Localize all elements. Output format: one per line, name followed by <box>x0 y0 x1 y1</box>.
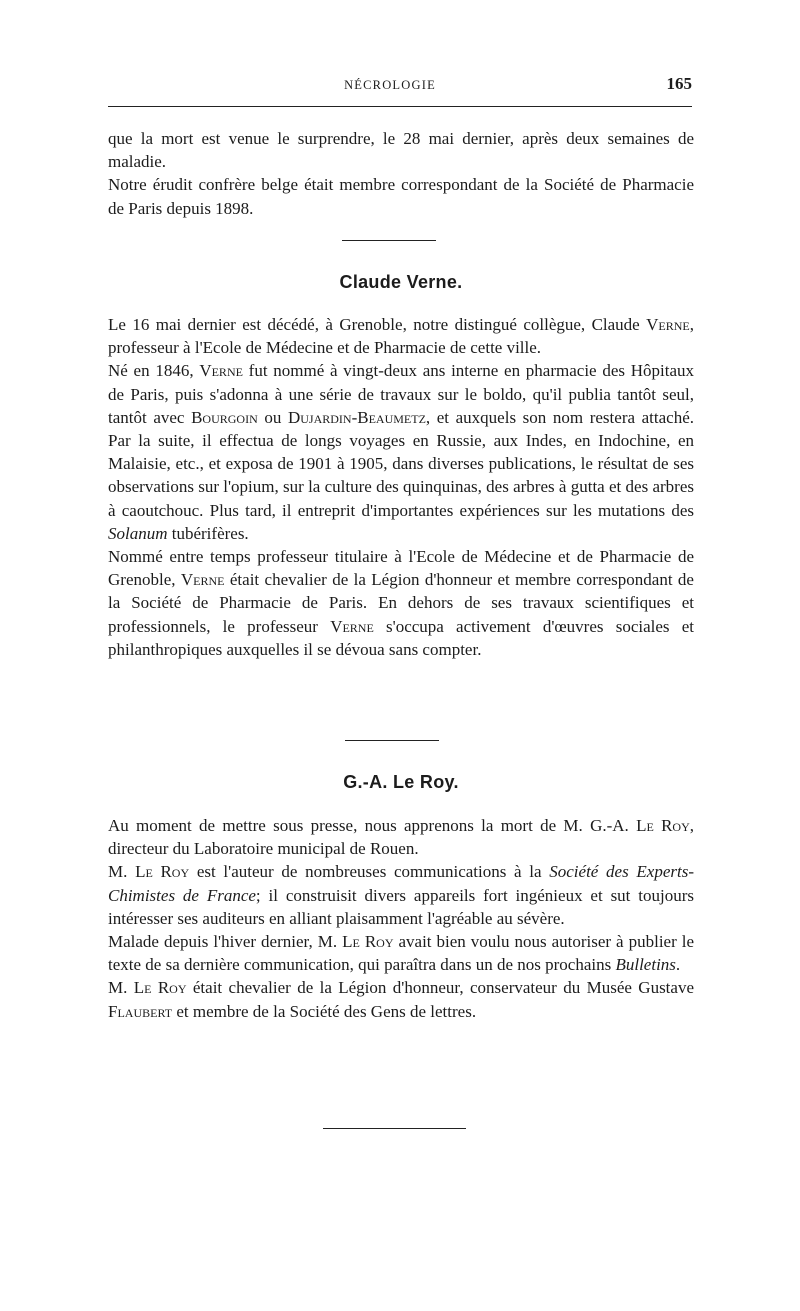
person-name: Bourgoin <box>191 407 258 427</box>
end-rule <box>323 1128 466 1129</box>
intro-paragraph-2: Notre érudit confrère belge était membre correspondant de la Société de Pharmacie de Paris depuis 1898. <box>108 175 694 218</box>
section-separator <box>342 240 436 241</box>
leroy-paragraph-4: M. Le Roy était chevalier de la Légion d'honneur, conservateur du Musée Gustave Flaubert et membre de la Société des Gens de lettres. <box>108 978 694 1021</box>
person-name: Le Roy <box>135 862 190 882</box>
person-name: Le Roy <box>133 978 187 998</box>
section-heading-verne: Claude Verne. <box>339 272 463 292</box>
leroy-section <box>108 814 694 1023</box>
section-heading-leroy: G.-A. Le Roy. <box>343 772 459 792</box>
verne-paragraph-1: Le 16 mai dernier est décédé, à Grenoble, notre distingué collègue, Claude Verne, professeur à l'Ecole de Médecine et de Pharmacie de cette ville. <box>108 315 694 358</box>
person-name: Dujardin-Beaumetz <box>287 407 426 427</box>
person-name: Verne <box>180 570 225 590</box>
header-rule <box>108 106 692 107</box>
person-name: Le Roy <box>636 816 690 835</box>
person-name: Verne <box>330 616 374 636</box>
verne-paragraph-3: Nommé entre temps professeur titulaire à l'Ecole de Médecine et de Pharmacie de Grenoble, Verne était chevalier de la Légion d'honneur et membre correspondant de la Société de Pharmacie de Paris. En dehors de ses travaux scientifiques et professionnels, le professeur Verne s'occupa activement d'œuvres sociales et philanthropiques auxquelles il se dévoua sans compter. <box>108 547 695 659</box>
person-name: Verne <box>199 361 243 381</box>
italic-term: Société des Experts-Chimistes de France <box>108 862 694 905</box>
leroy-paragraph-1: Au moment de mettre sous presse, nous apprenons la mort de M. G.-A. Le Roy, directeur du Laboratoire municipal de Rouen. <box>108 816 694 859</box>
running-title: NÉCROLOGIE <box>344 78 436 92</box>
page-number: 165 <box>666 74 692 93</box>
italic-term: Bulletins <box>615 955 676 975</box>
leroy-paragraph-3: Malade depuis l'hiver dernier, M. Le Roy avait bien voulu nous autoriser à publier le texte de sa dernière communication, qui paraîtra dans un de nos prochains Bulletins. <box>108 932 695 975</box>
person-name: Flaubert <box>108 1001 173 1021</box>
running-header <box>90 74 690 96</box>
section-separator <box>345 740 439 741</box>
intro-paragraph-1: que la mort est venue le surprendre, le 28 mai dernier, après deux semaines de maladie. <box>108 129 694 172</box>
leroy-paragraph-2: M. Le Roy est l'auteur de nombreuses communications à la Société des Experts-Chimistes de France; il construisit divers appareils fort ingénieux et sut toujours intéresser ses auditeurs en alliant plaisamment l'agréable au sévère. <box>108 862 694 928</box>
italic-term: Solanum <box>108 523 168 543</box>
person-name: Le Roy <box>342 932 394 952</box>
verne-paragraph-2: Né en 1846, Verne fut nommé à vingt-deux ans interne en pharmacie des Hôpitaux de Paris, puis s'adonna à une série de travaux sur le boldo, qu'il publia tantôt seul, tantôt avec Bourgoin ou Dujardin-Beaumetz, et auxquels son nom restera attaché. Par la suite, il effectua de longs voyages en Russie, aux Indes, en Indochine, en Malaisie, etc., et exposa de 1901 à 1905, dans diverses publications, le résultat de ses observations sur l'opium, sur la culture des quinquinas, des arbres à gutta et des arbres à caoutchouc. Plus tard, il entreprit d'importantes expériences sur les mutations des Solanum tubérifères. <box>108 361 695 543</box>
verne-section <box>108 313 694 661</box>
intro-section <box>108 127 694 220</box>
person-name: Verne <box>646 315 690 334</box>
